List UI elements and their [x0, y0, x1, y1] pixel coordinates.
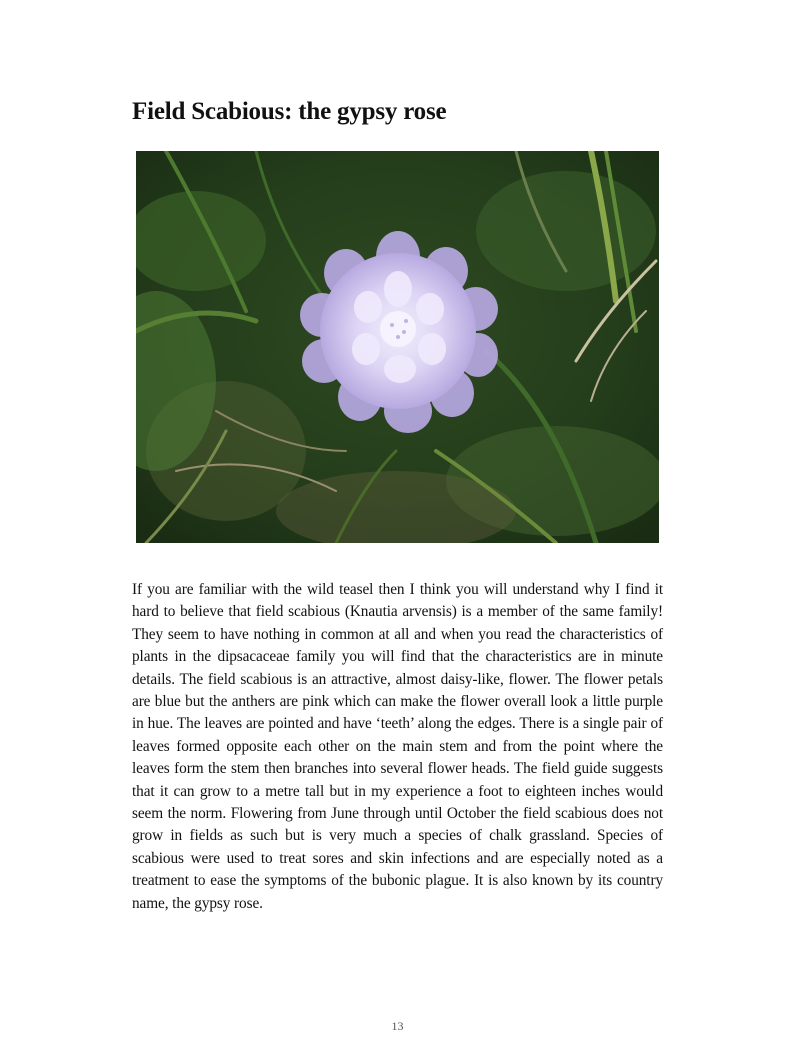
page-title: Field Scabious: the gypsy rose — [132, 98, 447, 125]
page-number: 13 — [391, 1019, 404, 1033]
flower-photo — [136, 151, 659, 543]
body-paragraph: If you are familiar with the wild teasel then I think you will understand why I find it hard to believe that field scabious (Knautia arvensis) is a member of the same family! They seem to have nothing in common at all and when you read the characteristics of plants in the dipsacaceae family you will find that the characteristics are in minute details. The field scabious is an attractive, almost daisy-like, flower. The flower petals are blue but the anthers are pink which can make the flower overall look a little purple in hue. The leaves are pointed and have ‘teeth’ along the edges. There is a single pair of leaves formed opposite each other on the main stem and from the point where the leaves form the stem then branches into several flower heads. The field guide suggests that it can grow to a metre tall but in my experience a foot to eighteen inches would seem the norm. Flowering from June through until October the field scabious does not grow in fields as such but is very much a species of chalk grassland. Species of scabious were used to treat sores and skin infections and are especially noted as a treatment to ease the symptoms of the bubonic plague. It is also known by its country name, the gypsy rose. — [132, 581, 663, 912]
